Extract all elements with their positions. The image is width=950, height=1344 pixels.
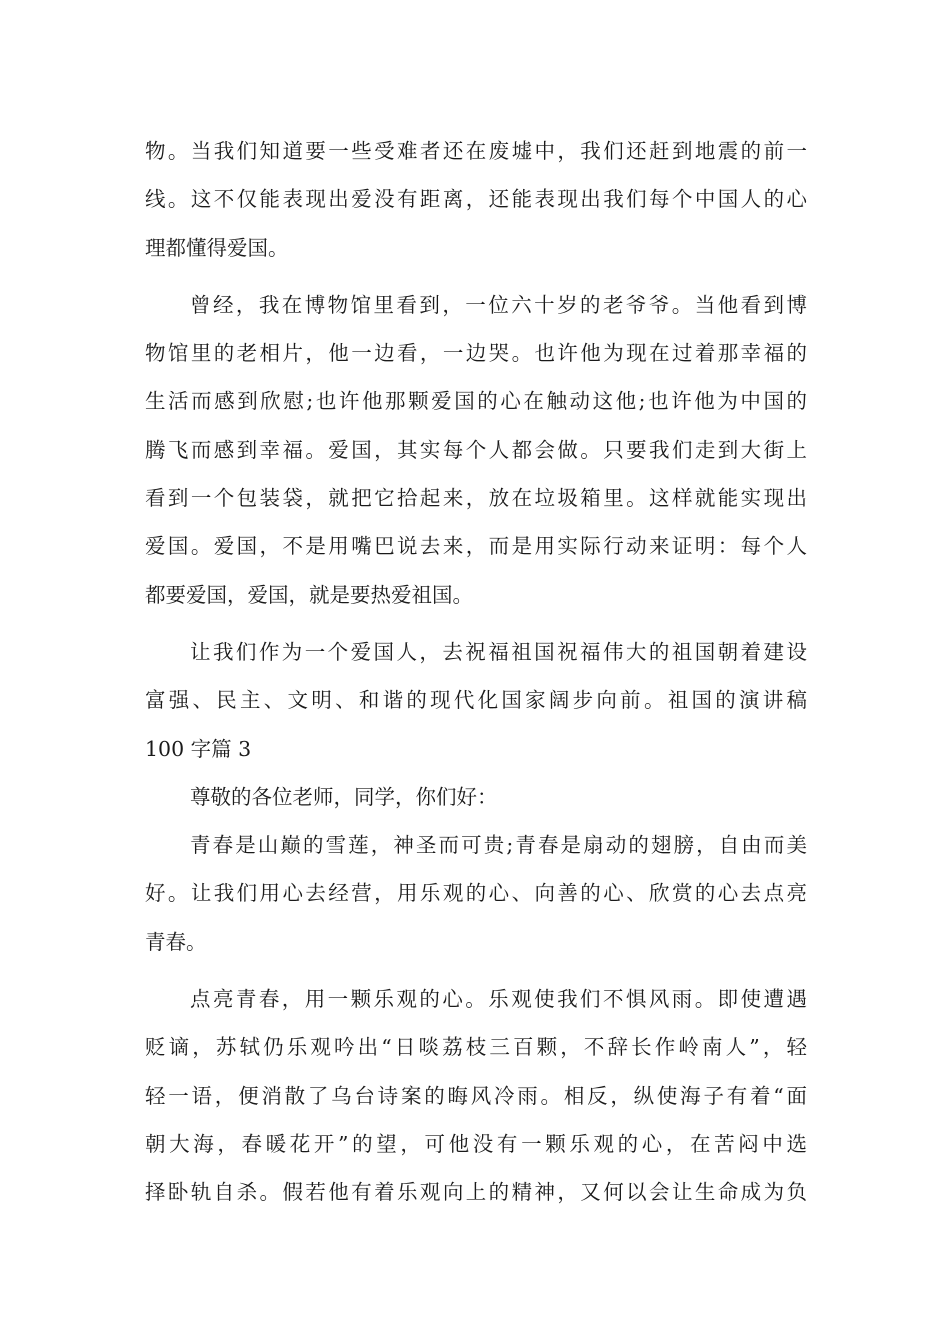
text-line: 曾经，我在博物馆里看到，一位六十岁的老爷爷。当他看到博 (190, 292, 807, 317)
text-line: 青春是山巅的雪莲，神圣而可贵;青春是扇动的翅膀，自由而美 (190, 833, 807, 858)
paragraph (145, 821, 807, 966)
paragraph (145, 773, 807, 821)
salutation-line: 尊敬的各位老师，同学，你们好： (190, 784, 498, 809)
text-line: 好。让我们用心去经营，用乐观的心、向善的心、欣赏的心去点亮 (145, 881, 807, 906)
paragraph (145, 975, 807, 1216)
text-line: 线。这不仅能表现出爱没有距离，还能表现出我们每个中国人的心 (145, 187, 807, 212)
text-line: 物馆里的老相片，他一边看，一边哭。也许他为现在过着那幸福的 (145, 341, 807, 366)
text-line: 择卧轨自杀。假若他有着乐观向上的精神，又何以会让生命成为负 (145, 1180, 807, 1205)
text-line: 贬谪，苏轼仍乐观吟出“日啖荔枝三百颗，不辞长作岭南人”，轻 (145, 1035, 807, 1060)
text-line: 点亮青春，用一颗乐观的心。乐观使我们不惧风雨。即使遭遇 (190, 987, 807, 1012)
text-line: 让我们作为一个爱国人，去祝福祖国祝福伟大的祖国朝着建设 (190, 639, 807, 664)
text-line: 100 字篇 3 (145, 736, 252, 761)
text-line: 朝大海，春暖花开”的望，可他没有一颗乐观的心，在苦闷中选 (145, 1131, 807, 1156)
text-line: 理都懂得爱国。 (145, 235, 289, 260)
text-line: 腾飞而感到幸福。爱国，其实每个人都会做。只要我们走到大街上 (145, 437, 807, 462)
text-line: 物。当我们知道要一些受难者还在废墟中，我们还赶到地震的前一 (145, 139, 807, 163)
paragraph (145, 127, 807, 272)
document-body (145, 127, 807, 1217)
text-line: 富强、民主、文明、和谐的现代化国家阔步向前。祖国的演讲稿 (145, 688, 807, 713)
text-line: 都要爱国，爱国，就是要热爱祖国。 (145, 582, 473, 607)
text-line: 生活而感到欣慰;也许他那颗爱国的心在触动这他;也许他为中国的 (145, 389, 807, 414)
text-line: 看到一个包装袋，就把它拾起来，放在垃圾箱里。这样就能实现出 (145, 486, 807, 511)
paragraph (145, 281, 807, 619)
text-line: 轻一语，便消散了乌台诗案的晦风冷雨。相反，纵使海子有着“面 (145, 1083, 807, 1108)
paragraph (145, 628, 807, 773)
text-line: 青春。 (145, 929, 207, 954)
text-line: 爱国。爱国，不是用嘴巴说去来，而是用实际行动来证明：每个人 (145, 534, 807, 559)
